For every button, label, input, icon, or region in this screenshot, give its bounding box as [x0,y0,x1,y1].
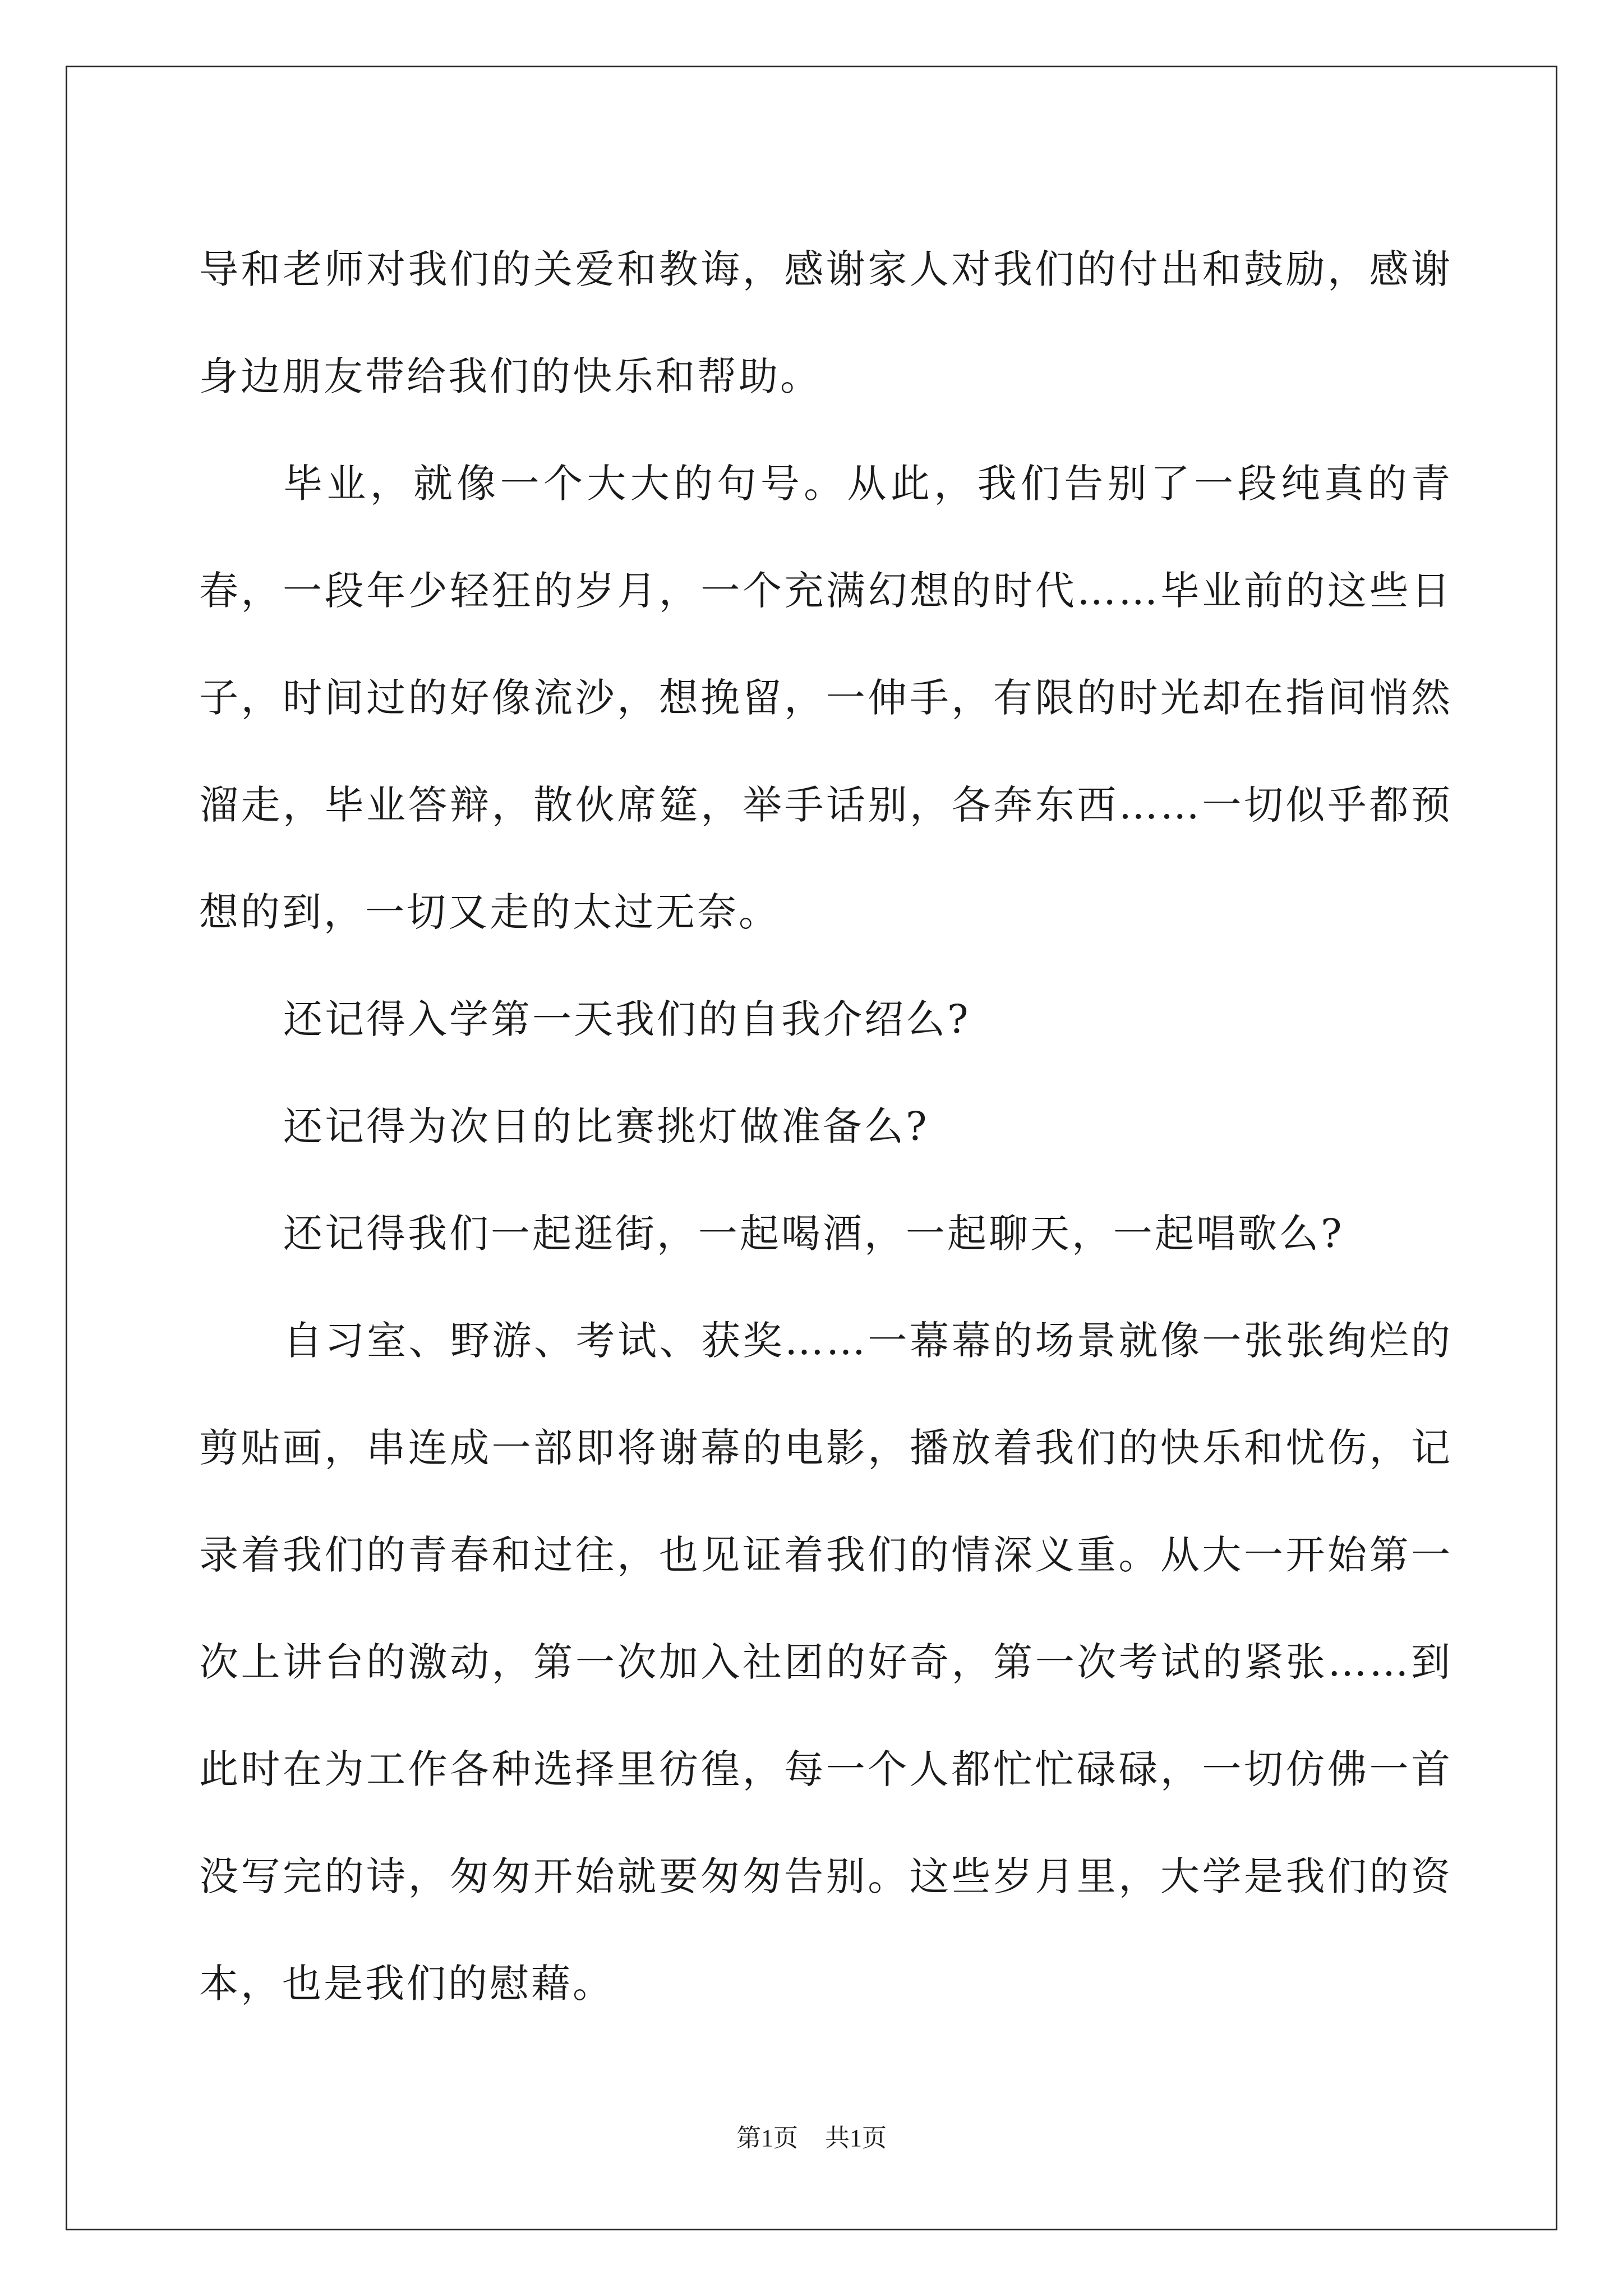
paragraph-2: 毕业，就像一个大大的句号。从此，我们告别了一段纯真的青春，一段年少轻狂的岁月，一个充满幻想的时代……毕业前的这些日子，时间过的好像流沙，想挽留，一伸手，有限的时光却在指间悄然溜走，毕业答辩，散伙席筵，举手话别，各奔东西……一切似乎都预想的到，一切又走的太过无奈。 [199,461,1453,935]
document-body [199,216,1453,2037]
paragraph-3: 还记得入学第一天我们的自我介绍么? [283,996,971,1042]
paragraph-6: 自习室、野游、考试、获奖……一幕幕的场景就像一张张绚烂的剪贴画，串连成一部即将谢幕的电影，播放着我们的快乐和忧伤，记录着我们的青春和过往，也见证着我们的情深义重。从大一开始第一次上讲台的激动，第一次加入社团的好奇，第一次考试的紧张……到此时在为工作各种选择里彷徨，每一个人都忙忙碌碌，一切仿佛一首没写完的诗，匆匆开始就要匆匆告别。这些岁月里，大学是我们的资本，也是我们的慰藉。 [199,1318,1453,2007]
page-total: 共1页 [825,2124,887,2152]
paragraph-5: 还记得我们一起逛街，一起喝酒，一起聊天，一起唱歌么? [283,1211,1344,1257]
paragraph-1: 导和老师对我们的关爱和教诲，感谢家人对我们的付出和鼓励，感谢身边朋友带给我们的快乐和帮助。 [199,246,1453,399]
page-number: 第1页 [736,2124,798,2152]
paragraph-4: 还记得为次日的比赛挑灯做准备么? [283,1103,929,1149]
page-footer [0,2122,1623,2155]
